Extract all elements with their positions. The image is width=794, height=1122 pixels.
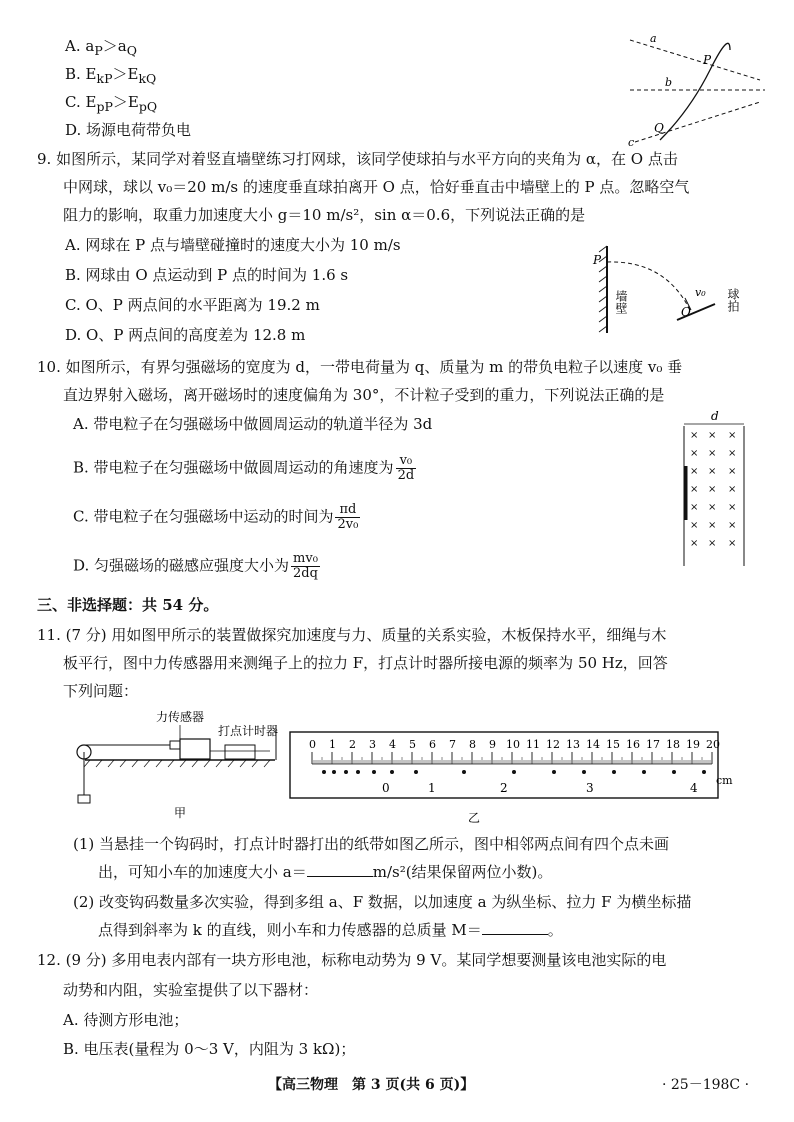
q12-option-b: B. 电压表(量程为 0～3 V，内阻为 3 kΩ)； (63, 1040, 356, 1058)
svg-text:×: × (708, 502, 717, 513)
q11-sub2-text: 点得到斜率为 k 的直线，则小车和力传感器的总质量 M＝ (98, 921, 482, 939)
tape-point-label: 2 (500, 781, 508, 795)
q10-option-d-text: D. 匀强磁场的磁感应强度大小为 (73, 556, 290, 575)
tape-point-labels (382, 781, 698, 795)
tape-dot (332, 770, 336, 774)
q9-label-racket: 球拍 (726, 288, 740, 312)
q9-option-d: D. O、P 两点间的高度差为 12.8 m (65, 326, 306, 344)
tape-dot (642, 770, 646, 774)
q9-tennis-wall-figure (585, 238, 760, 338)
q10-option-b-fraction (396, 454, 417, 483)
svg-text:×: × (708, 466, 717, 477)
q12-stem-line2: 动势和内阻，实验室提供了以下器材： (63, 981, 319, 999)
q10-stem-line1: 10. 如图所示，有界匀强磁场的宽度为 d，一带电荷量为 q、质量为 m 的带负电粒子以速度 v₀ 垂 (37, 358, 683, 376)
q10-option-c-text: C. 带电粒子在匀强磁场中运动的时间为 (73, 507, 334, 526)
svg-text:×: × (690, 466, 699, 477)
q8-option-b: B. $E_{kP}>E_{kQ}$ (65, 65, 157, 86)
q8-label-c: c (628, 136, 635, 149)
sub-q: Q (126, 43, 137, 58)
ruler-tick-label: 12 (546, 738, 560, 751)
tape-dot (672, 770, 676, 774)
ruler-tick-label: 2 (349, 738, 356, 751)
sub-kp: kP (96, 71, 113, 86)
ruler-tick-label: 18 (666, 738, 680, 751)
q8-label-b: b (665, 76, 673, 89)
ruler-tick-label: 17 (646, 738, 660, 751)
q11-stem-line2: 板平行，图中力传感器用来测绳子上的拉力 F，打点计时器所接电源的频率为 50 Hz，回答 (63, 654, 668, 672)
q12-option-a: A. 待测方形电池； (63, 1011, 189, 1029)
q9-label-v0: v₀ (695, 286, 706, 299)
ruler-tick-label: 9 (489, 738, 496, 751)
svg-text:×: × (728, 448, 737, 459)
svg-text:×: × (728, 538, 737, 549)
ruler-tick-label: 4 (389, 738, 396, 751)
q11-sub2-line2 (98, 920, 563, 940)
q10-option-a: A. 带电粒子在匀强磁场中做圆周运动的轨道半径为 3d (73, 415, 433, 433)
q9-label-wall: 墙壁 (614, 290, 628, 314)
q9-stem-line3: 阻力的影响，取重力加速度大小 g＝10 m/s²，sin α＝0.6，下列说法正确的是 (63, 206, 586, 224)
ruler-tick-label: 0 (309, 738, 316, 751)
ruler-tick-label: 19 (686, 738, 700, 751)
svg-text:×: × (708, 448, 717, 459)
svg-text:×: × (690, 484, 699, 495)
ruler-tick-label: 5 (409, 738, 416, 751)
tape-point-label: 1 (428, 781, 436, 795)
q9-option-a: A. 网球在 P 点与墙壁碰撞时的速度大小为 10 m/s (65, 236, 401, 254)
page-code: · 25－198C · (662, 1077, 750, 1093)
q10-label-d: d (711, 409, 719, 423)
section3-heading: 三、非选择题：共 54 分。 (37, 596, 219, 614)
q12-stem-line1: 12. (9 分) 多用电表内部有一块方形电池，标称电动势为 9 V。某同学想要测量该电池实际的电 (37, 951, 667, 969)
q11-sub1-line1: (1) 当悬挂一个钩码时，打点计时器打出的纸带如图乙所示，图中相邻两点间有四个点未画 (73, 835, 670, 853)
frac-den: 2d (397, 468, 415, 483)
q9-stem-line1: 9. 如图所示，某同学对着竖直墙壁练习打网球，该同学使球拍与水平方向的夹角为 α，在 O 点击 (37, 150, 678, 168)
q10-option-b (73, 454, 418, 483)
ruler-tick-label: 14 (586, 738, 600, 751)
tape-dot (612, 770, 616, 774)
svg-text:×: × (690, 430, 699, 441)
tape-dot (552, 770, 556, 774)
svg-text:×: × (728, 466, 737, 477)
q8-label-p: P (703, 53, 712, 67)
tape-dot (414, 770, 418, 774)
ruler-tick-label: 16 (626, 738, 640, 751)
q9-option-b: B. 网球由 O 点运动到 P 点的时间为 1.6 s (65, 266, 349, 284)
tape-dot (356, 770, 360, 774)
svg-text:×: × (708, 484, 717, 495)
q9-label-o: O (681, 305, 691, 319)
tape-dot (322, 770, 326, 774)
q11-sub2-answer-blank[interactable] (482, 920, 548, 935)
q8-field-lines-figure (620, 30, 770, 150)
ruler-tick-label: 15 (606, 738, 620, 751)
q10-option-d (73, 552, 322, 581)
tape-point-label: 4 (690, 781, 698, 795)
ruler-tick-label: 8 (469, 738, 476, 751)
svg-text:×: × (728, 502, 737, 513)
q8-label-q: Q (654, 121, 664, 135)
svg-text:×: × (728, 520, 737, 531)
q11-sub2-end: 。 (547, 921, 563, 939)
frac-num: mv₀ (291, 552, 320, 567)
q8-label-a: a (650, 32, 657, 45)
ruler-tick-label: 20 (706, 738, 720, 751)
svg-text:×: × (708, 520, 717, 531)
sub-kq: kQ (138, 71, 157, 86)
sub-p: P (94, 43, 103, 58)
tape-point-label: 0 (382, 781, 390, 795)
q11-label-timer: 打点计时器 (218, 724, 279, 738)
tape-dot (512, 770, 516, 774)
q9-option-c: C. O、P 两点间的水平距离为 19.2 m (65, 296, 320, 314)
ruler-tick-label: 6 (429, 738, 436, 751)
tape-dots (322, 770, 706, 774)
q11-sub1-line2 (98, 862, 552, 882)
svg-text:×: × (728, 430, 737, 441)
q11-label-jia: 甲 (174, 806, 187, 820)
q10-option-b-text: B. 带电粒子在匀强磁场中做圆周运动的角速度为 (73, 458, 394, 477)
svg-text:×: × (728, 484, 737, 495)
tape-dot (372, 770, 376, 774)
sub-pp: pP (96, 99, 113, 114)
sub-pq: pQ (138, 99, 158, 114)
ruler-tick-label: 3 (369, 738, 376, 751)
tape-dot (582, 770, 586, 774)
frac-num: v₀ (396, 454, 417, 469)
ruler-tick-label: 13 (566, 738, 580, 751)
ruler-tick-label: 10 (506, 738, 520, 751)
svg-text:×: × (690, 502, 699, 513)
page-footer: 【高三物理 第 3 页(共 6 页)】 (268, 1077, 475, 1093)
q8-option-a: A. $a_P>a_Q$ (65, 37, 137, 58)
q11-stem-line3: 下列问题： (63, 682, 139, 700)
q10-field-crosses (690, 430, 736, 549)
svg-text:×: × (690, 538, 699, 549)
ruler-major-ticks (309, 738, 720, 764)
svg-text:×: × (690, 520, 699, 531)
tape-dot (462, 770, 466, 774)
ruler-tick-label: 7 (449, 738, 456, 751)
q11-apparatus-figure (70, 705, 285, 820)
q11-stem-line1: 11. (7 分) 用如图甲所示的装置做探究加速度与力、质量的关系实验，木板保持水平，细绳与木 (37, 626, 667, 644)
ruler-tick-label: 11 (526, 738, 540, 751)
frac-den: 2dq (293, 566, 318, 581)
ruler-tick-label: 1 (329, 738, 336, 751)
q9-stem-line2: 中网球，球以 v₀＝20 m/s 的速度垂直球拍离开 O 点，恰好垂直击中墙壁上的 P 点。忽略空气 (63, 178, 690, 196)
q10-option-c-fraction (335, 503, 360, 532)
q11-ruler-tape-figure (288, 728, 758, 826)
svg-text:×: × (690, 448, 699, 459)
q10-option-c (73, 503, 362, 532)
frac-den: 2v₀ (337, 517, 359, 532)
ruler-unit-label: cm (716, 774, 733, 787)
q11-sub1-unit: m/s²(结果保留两位小数)。 (372, 863, 553, 881)
q9-label-p: P (593, 253, 602, 267)
q11-sub1-answer-blank[interactable] (307, 862, 373, 877)
tape-point-label: 3 (586, 781, 594, 795)
q8-option-c: C. $E_{pP}>E_{pQ}$ (65, 93, 158, 114)
q11-label-sensor: 力传感器 (156, 710, 205, 724)
q10-option-d-fraction (291, 552, 320, 581)
q8-option-d: D. 场源电荷带负电 (65, 121, 192, 139)
q11-sub1-text: 出，可知小车的加速度大小 a＝ (98, 863, 307, 881)
frac-num: πd (335, 503, 360, 518)
q11-label-yi: 乙 (468, 811, 481, 825)
tape-dot (390, 770, 394, 774)
svg-text:×: × (708, 430, 717, 441)
tape-dot (702, 770, 706, 774)
svg-text:×: × (708, 538, 717, 549)
q11-sub2-line1: (2) 改变钩码数量多次实验，得到多组 a、F 数据，以加速度 a 为纵坐标、拉力 F 为横坐标描 (73, 893, 692, 911)
q10-magnetic-field-figure (678, 408, 750, 568)
tape-dot (344, 770, 348, 774)
q10-stem-line2: 直边界射入磁场，离开磁场时的速度偏角为 30°，不计粒子受到的重力，下列说法正确的是 (63, 386, 665, 404)
